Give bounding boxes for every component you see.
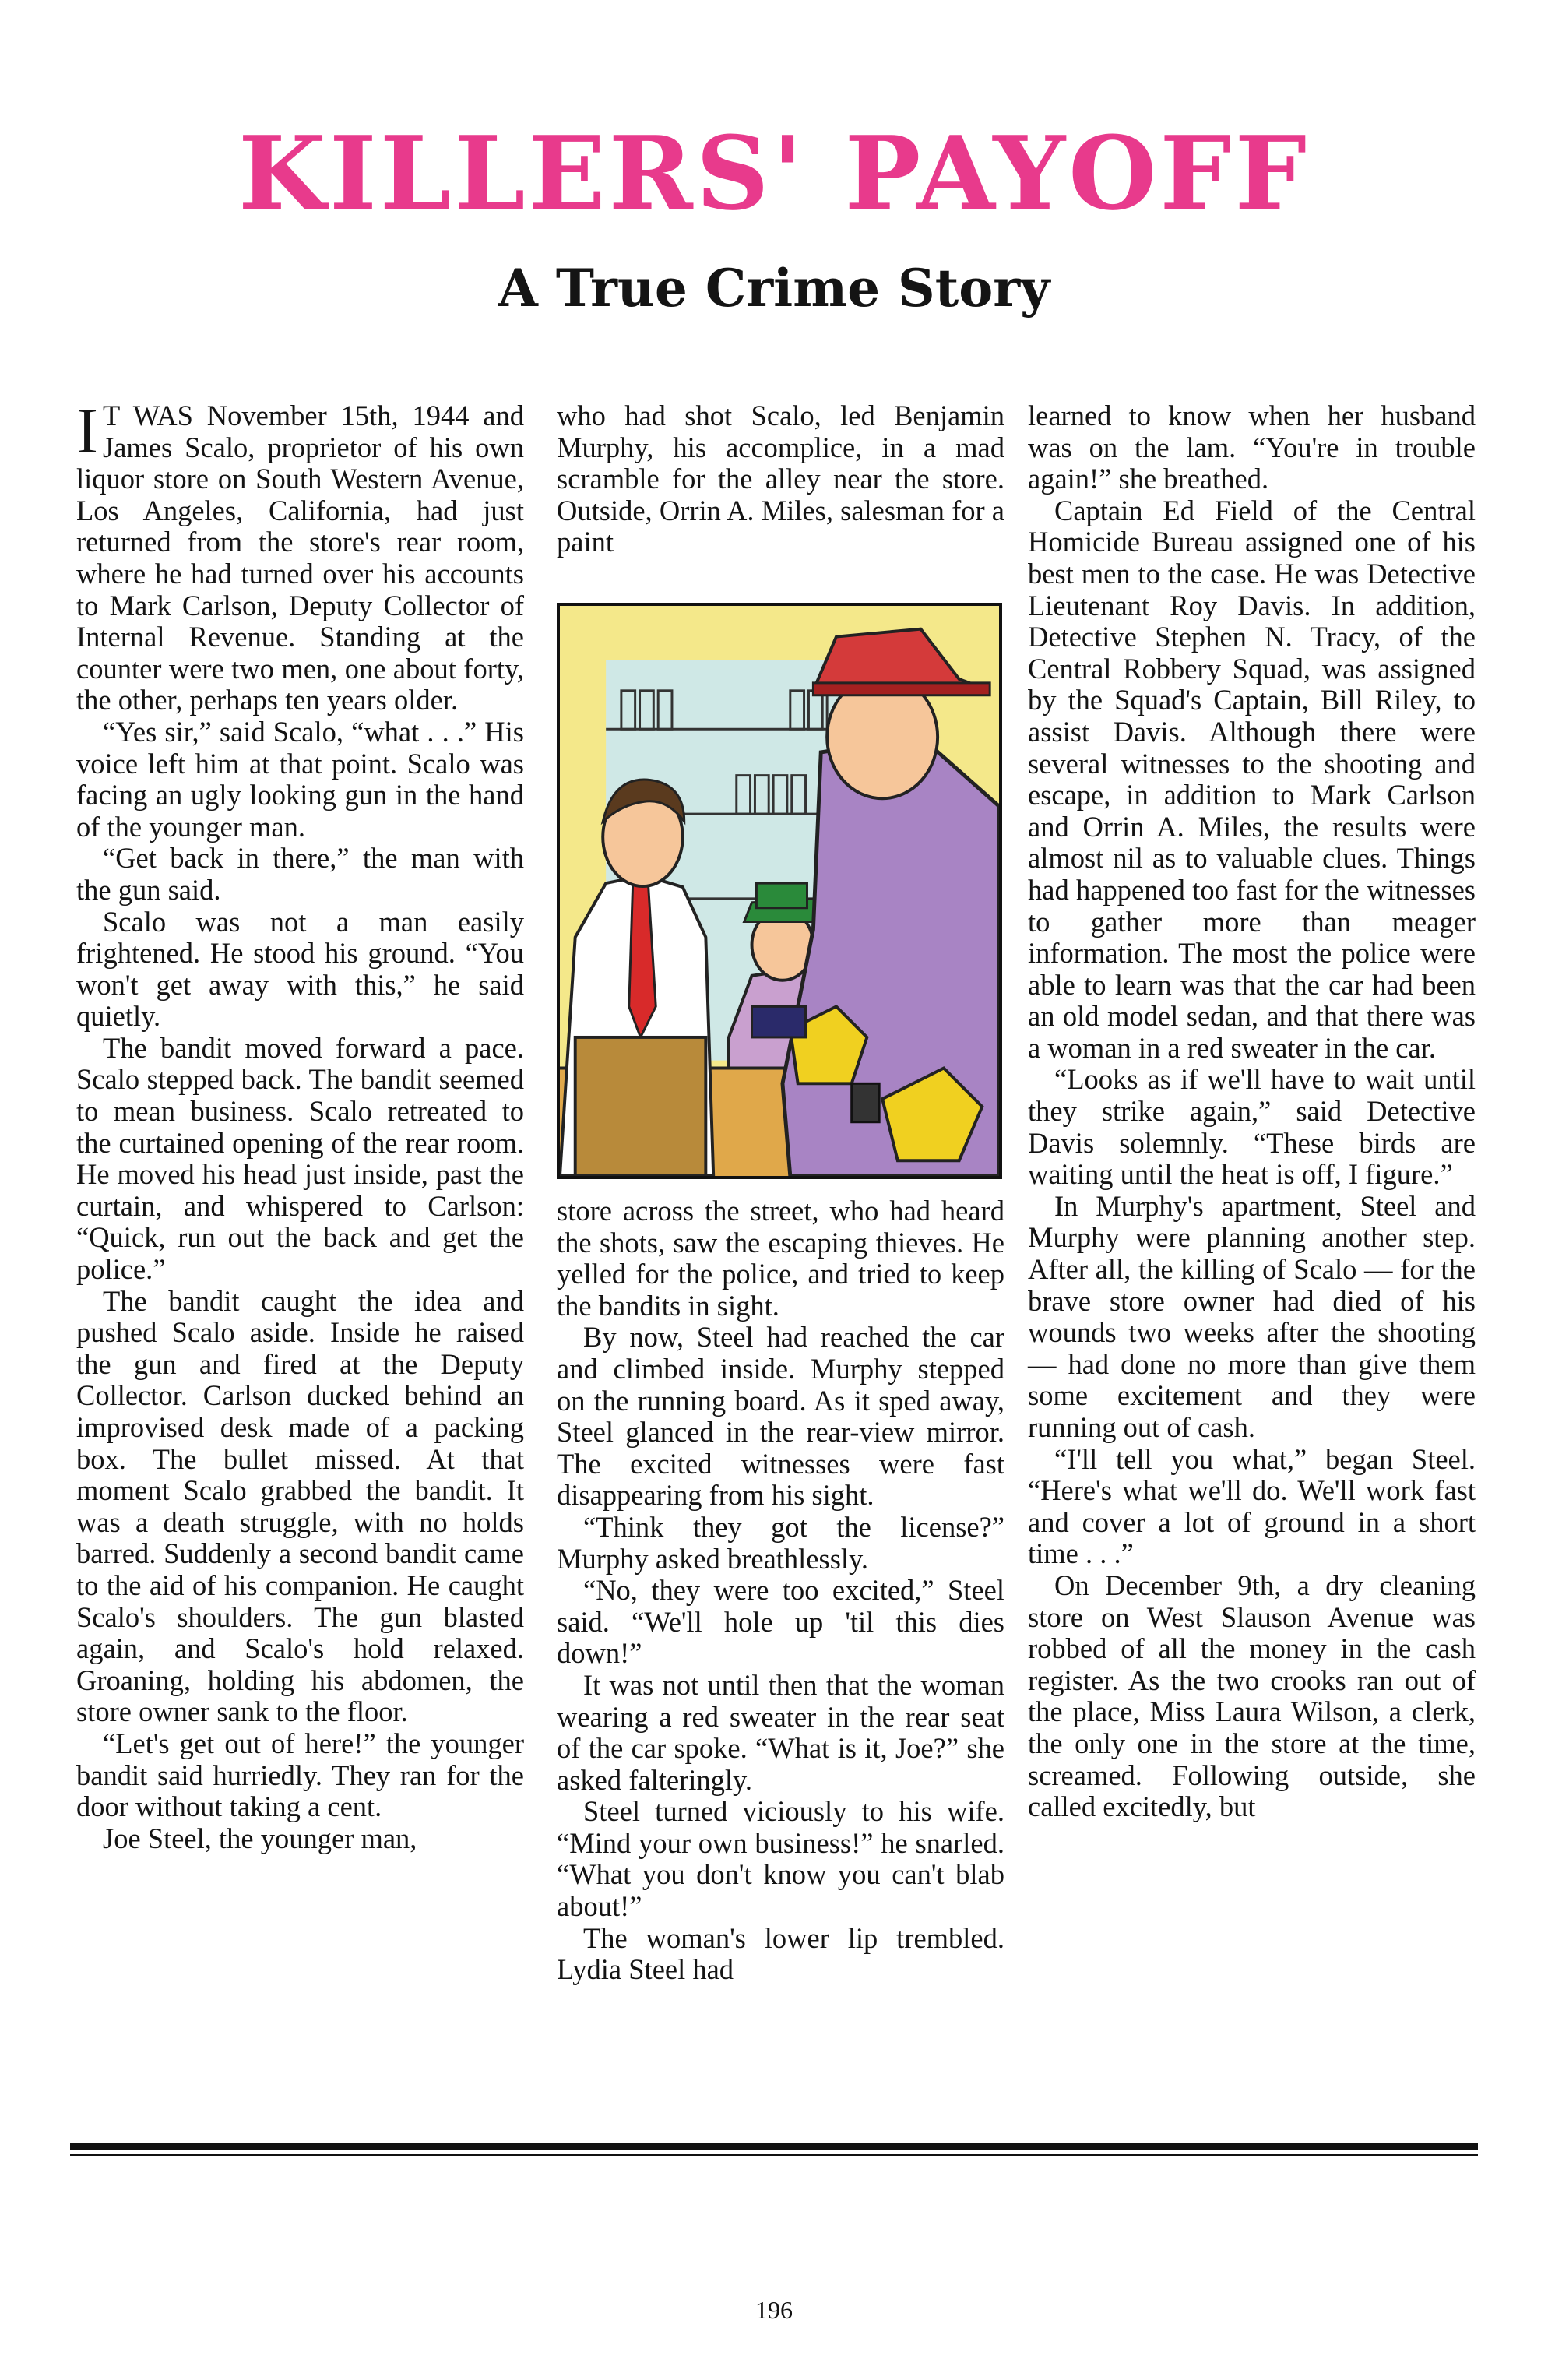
paragraph: The woman's lower lip trembled. Lydia Steel had (557, 1921, 1004, 1986)
paragraph: On December 9th, a dry cleaning store on West Slauson Avenue was robbed of all the money in the cash register. As the two crooks ran out of the place, Miss Laura Wilson, a clerk, the only one in the store at the time, screamed. Following outside, she called excitedly, but (1028, 1568, 1476, 1823)
paragraph: The bandit caught the idea and pushed Scalo aside. Inside he raised the gun and fired at the Deputy Collector. Carlson ducked behind an improvised desk made of a packing box. The bullet missed. At that moment Scalo grabbed the bandit. It was a death struggle, with no holds barred. Suddenly a second bandit came to the aid of his companion. He caught Scalo's shoulders. The gun blasted again, and Scalo's hold relaxed. Groaning, holding his abdomen, the store owner sank to the floor. (76, 1284, 524, 1728)
comic-illustration (557, 603, 1002, 1179)
paragraph: store across the street, who had heard the shots, saw the escaping thieves. He yelled for the police, and tried to keep the bandits in sight. (557, 1195, 1004, 1322)
page-number: 196 (755, 2296, 793, 2324)
paragraph: I T WAS November 15th, 1944 and James Scalo, proprietor of his own liquor store on South Western Avenue, Los Angeles, California, had just returned from the store's rear room, where he had turned over his accounts to Mark Carlson, Deputy Collector of Internal Revenue. Standing at the counter were two men, one about forty, the other, perhaps ten years older. (76, 395, 524, 716)
column-1 (76, 395, 524, 2102)
paragraph: “Looks as if we'll have to wait until they strike again,” said Detective Davis solemnly. “These birds are waiting until the heat is off, I figure.” (1028, 1063, 1476, 1191)
robbery-scene-illustration (560, 606, 999, 1176)
paragraph: Joe Steel, the younger man, (103, 1822, 417, 1854)
column-3 (1028, 400, 1476, 2102)
column-2-bottom (557, 1195, 1004, 2099)
paragraph: who had shot Scalo, led Benjamin Murphy, his accomplice, in a mad scramble for the alley near the store. Outside, Orrin A. Miles, salesman for a paint (557, 400, 1004, 558)
paragraph: By now, Steel had reached the car and climbed inside. Murphy stepped on the running board. As it sped away, Steel glanced in the rear-view mirror. The excited witnesses were fast disappearing from his sight. (557, 1321, 1004, 1512)
paragraph: “Get back in there,” the man with the gun said. (76, 842, 524, 906)
story-title: KILLERS' PAYOFF (238, 114, 1310, 233)
paragraph: “I'll tell you what,” began Steel. “Here's what we'll do. We'll work fast and cover a lot of ground in a short time . . .” (1028, 1442, 1476, 1570)
paragraph: Steel turned viciously to his wife. “Mind your own business!” he snarled. “What you don't know you can't blab about!” (557, 1795, 1004, 1923)
drop-cap: I (76, 395, 98, 467)
paragraph: “Let's get out of here!” the younger bandit said hurriedly. They ran for the door without taking a cent. (76, 1727, 524, 1823)
paragraph: “No, they were too excited,” Steel said. “We'll hole up 'til this dies down!” (557, 1574, 1004, 1670)
footer-rule-thick (70, 2143, 1478, 2150)
paragraph: Captain Ed Field of the Central Homicide Bureau assigned one of his best men to the case. He was Detective Lieutenant Roy Davis. In addition, Detective Stephen N. Tracy, of the Central Robbery Squad, was assigned by the Squad's Captain, Bill Riley, to assist Davis. Although there were several witnesses to the shooting and escape, in addition to Mark Carlson and Orrin A. Miles, the results were almost nil as to valuable clues. Things had happened too fast for the witnesses to gather more than meager information. The most the police were able to learn was that the car had been an old model sedan, and that there was a woman in a red sweater in the car. (1028, 494, 1476, 1064)
paragraph: The bandit moved forward a pace. Scalo stepped back. The bandit seemed to mean business. Scalo retreated to the curtained opening of the rear room. He moved his head just inside, past the curtain, and whispered to Carlson: “Quick, run out the back and get the police.” (76, 1031, 524, 1286)
footer-rule-thin (70, 2154, 1478, 2156)
paragraph: learned to know when her husband was on the lam. “You're in trouble again!” she breathed. (1028, 400, 1476, 495)
story-subtitle: A True Crime Story (498, 258, 1050, 319)
paragraph: In Murphy's apartment, Steel and Murphy were planning another step. After all, the killing of Scalo — for the brave store owner had died of his wounds two weeks after the shooting— had done no more than give them some excitement and they were running out of cash. (1028, 1189, 1476, 1443)
paragraph: “Think they got the license?” Murphy asked breathlessly. (557, 1510, 1004, 1575)
paragraph: “Yes sir,” said Scalo, “what . . .” His voice left him at that point. Scalo was facing an ugly looking gun in the hand of the younger man. (76, 715, 524, 843)
paragraph: It was not until then that the woman wearing a red sweater in the rear seat of the car spoke. “What is it, Joe?” she asked falteringly. (557, 1668, 1004, 1796)
paragraph: Scalo was not a man easily frightened. He stood his ground. “You won't get away with this,” he said quietly. (76, 905, 524, 1033)
column-2-top (557, 400, 1004, 591)
